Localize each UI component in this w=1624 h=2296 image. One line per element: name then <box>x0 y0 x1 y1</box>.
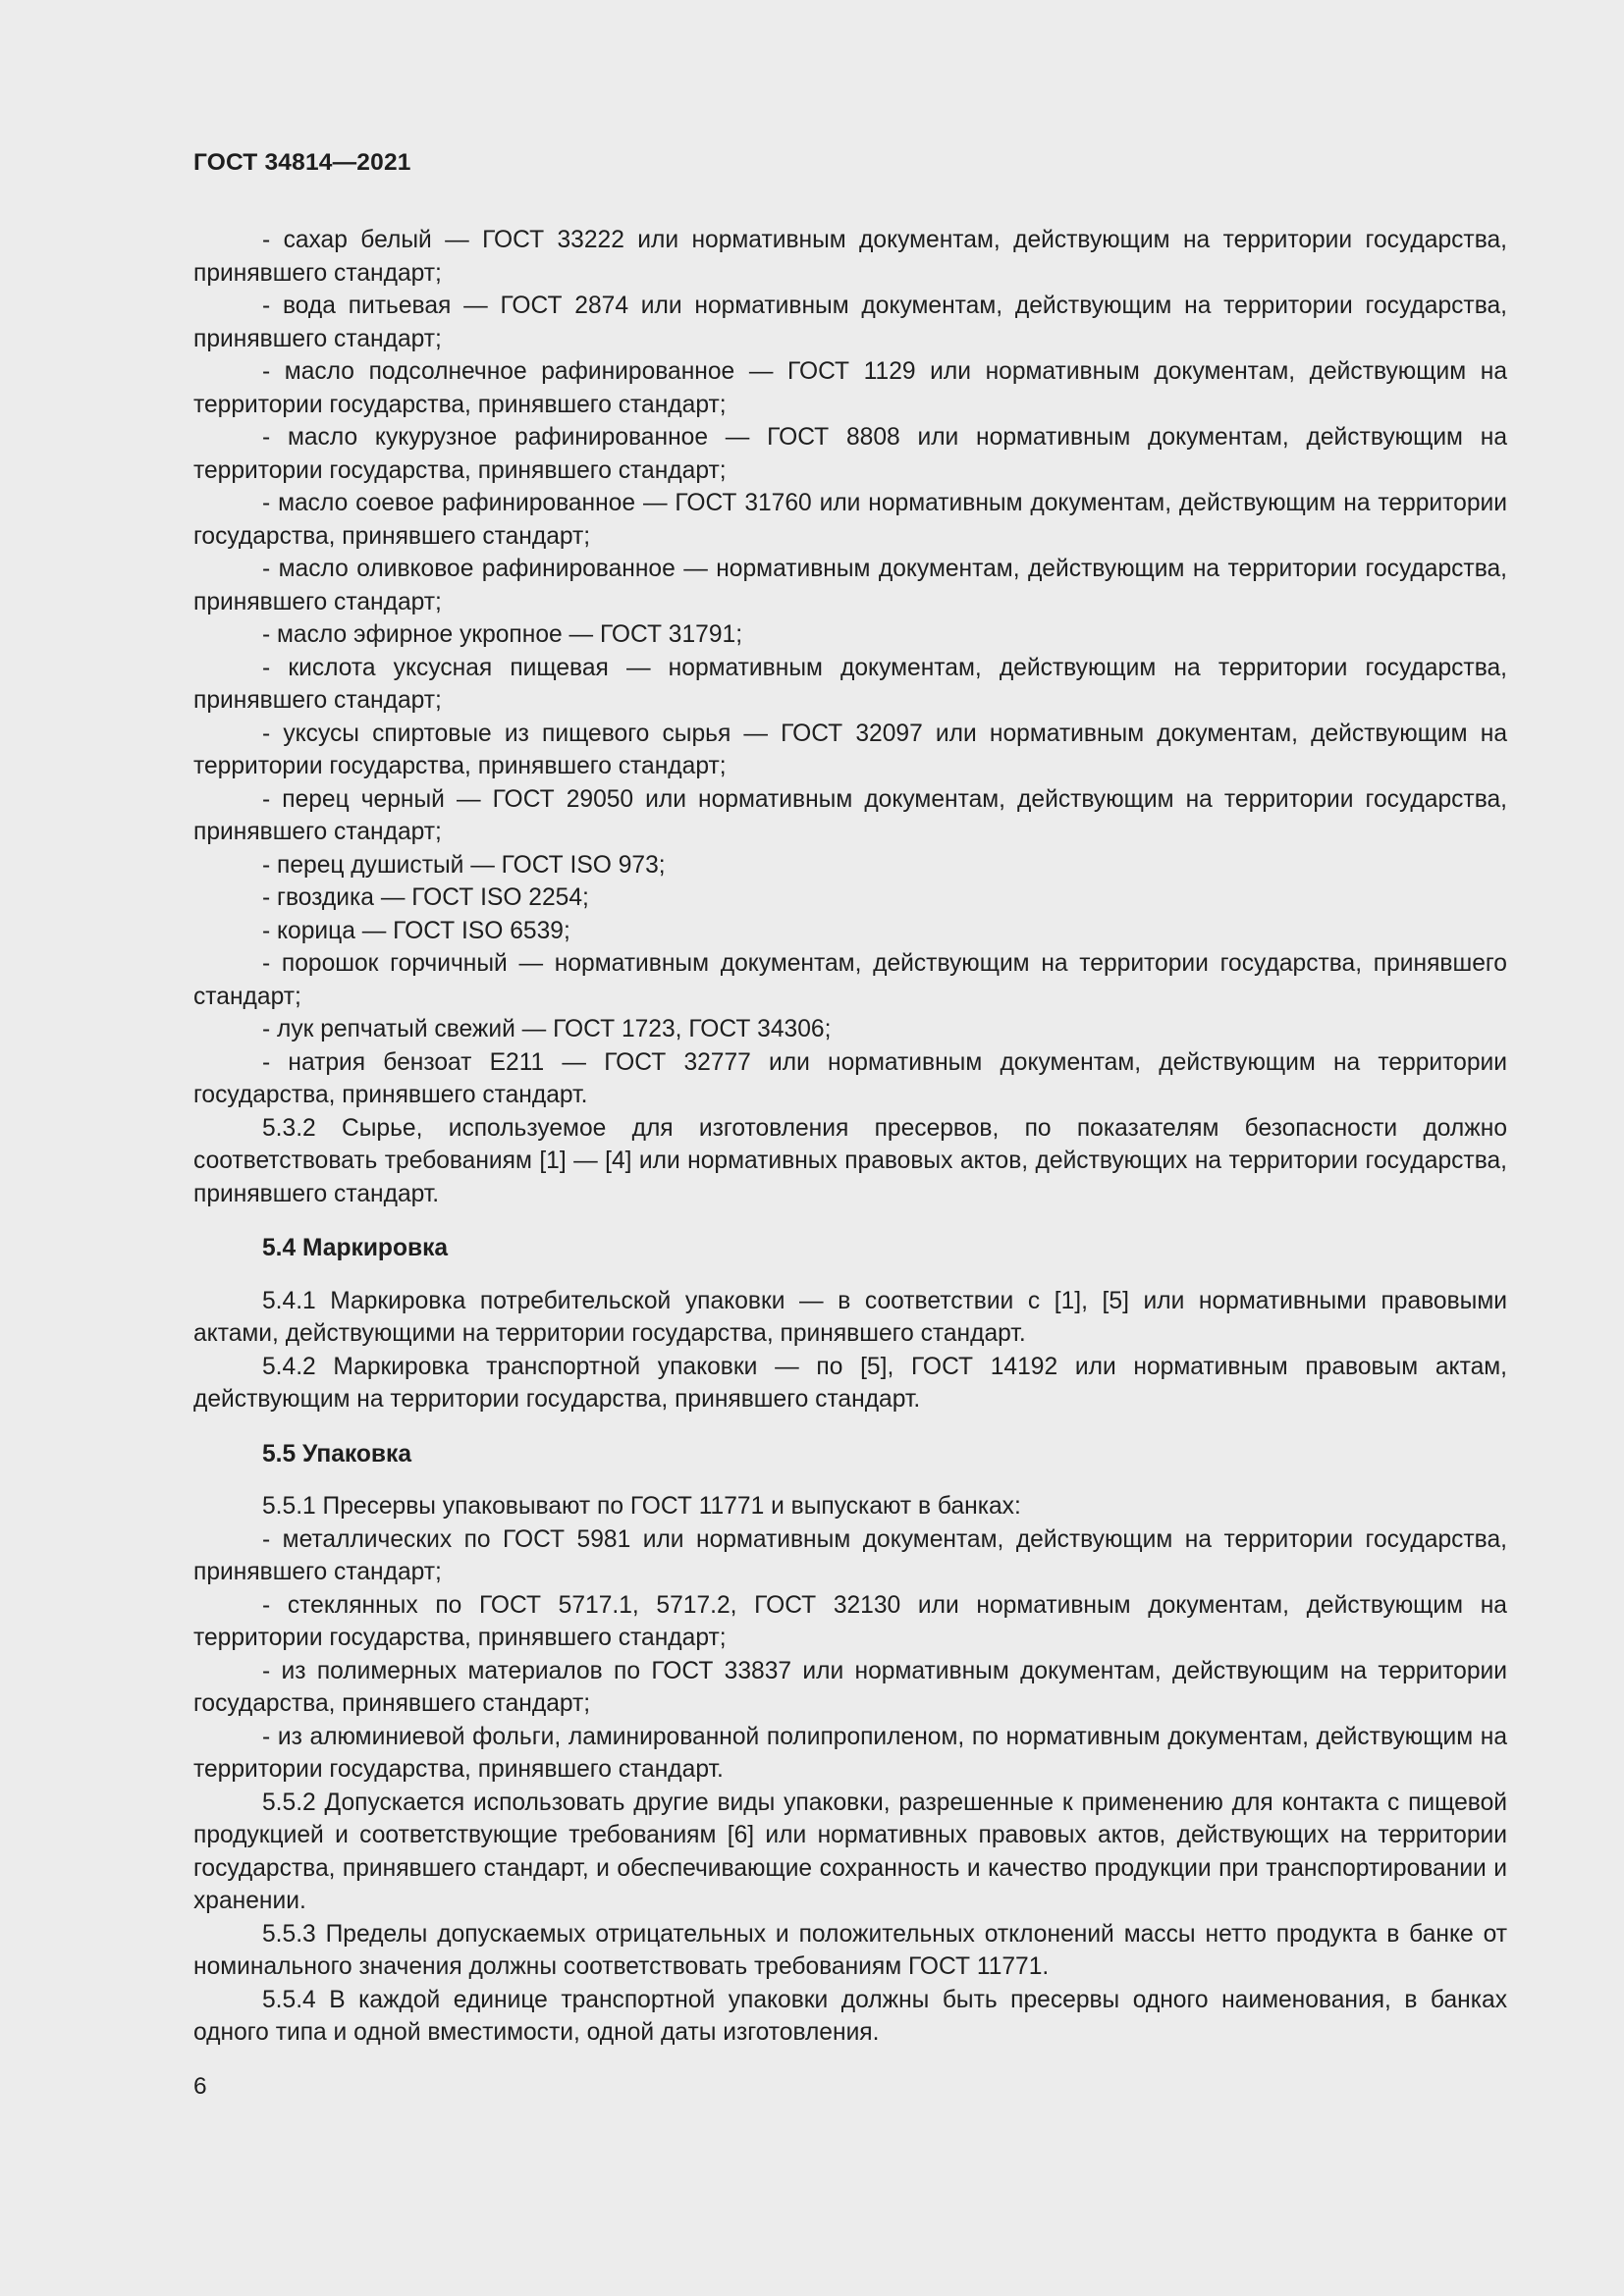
clause-5-4-1: 5.4.1 Маркировка потребительской упаковки — в соответствии с [1], [5] или нормативными правовыми актами, действующими на территории государства, принявшего стандарт. <box>193 1287 1507 1347</box>
clause-5-4-2: 5.4.2 Маркировка транспортной упаковки — по [5], ГОСТ 14192 или нормативным правовым актам, действующим на территории государства, принявшего стандарт. <box>193 1353 1507 1413</box>
section-heading-packaging: 5.5 Упаковка <box>262 1440 412 1468</box>
clause-5-5-2: 5.5.2 Допускается использовать другие виды упаковки, разрешенные к применению для контакта с пищевой продукцией и соответствующие требованиям [6] или нормативных правовых актов, действующих на территории государства, принявшего стандарт, и обеспечивающие сохранность и качество продукции при транспортировании и хранении. <box>193 1789 1507 1914</box>
list-item: - масло оливковое рафинированное — нормативным документам, действующим на территории государства, принявшего стандарт; <box>193 556 1507 615</box>
list-item: - перец душистый — ГОСТ ISO 973; <box>262 851 666 879</box>
list-item: - масло подсолнечное рафинированное — ГОСТ 1129 или нормативным документам, действующим на территории государства, принявшего стандарт; <box>193 358 1507 418</box>
list-item: - из полимерных материалов по ГОСТ 33837 или нормативным документам, действующим на территории государства, принявшего стандарт; <box>193 1657 1507 1717</box>
list-item: - натрия бензоат Е211 — ГОСТ 32777 или нормативным документам, действующим на территории государства, принявшего стандарт. <box>193 1048 1507 1108</box>
list-item: - стеклянных по ГОСТ 5717.1, 5717.2, ГОСТ 32130 или нормативным документам, действующим на территории государства, принявшего стандарт; <box>193 1591 1507 1651</box>
list-item: - масло соевое рафинированное — ГОСТ 31760 или нормативным документам, действующим на территории государства, принявшего стандарт; <box>193 490 1507 550</box>
document-code-header: ГОСТ 34814—2021 <box>193 149 411 176</box>
list-item: - вода питьевая — ГОСТ 2874 или нормативным документам, действующим на территории государства, принявшего стандарт; <box>193 293 1507 352</box>
list-item: - масло эфирное укропное — ГОСТ 31791; <box>262 621 743 648</box>
list-item: - уксусы спиртовые из пищевого сырья — ГОСТ 32097 или нормативным документам, действующим на территории государства, принявшего стандарт; <box>193 720 1507 779</box>
page-number: 6 <box>193 2073 207 2100</box>
section-heading-marking: 5.4 Маркировка <box>262 1235 449 1261</box>
document-body <box>193 224 1507 2050</box>
list-item: - металлических по ГОСТ 5981 или нормативным документам, действующим на территории государства, принявшего стандарт; <box>193 1525 1507 1585</box>
list-item: - масло кукурузное рафинированное — ГОСТ 8808 или нормативным документам, действующим на территории государства, принявшего стандарт; <box>193 424 1507 484</box>
list-item: - сахар белый — ГОСТ 33222 или нормативным документам, действующим на территории государства, принявшего стандарт; <box>193 227 1507 287</box>
clause-5-5-3: 5.5.3 Пределы допускаемых отрицательных и положительных отклонений массы нетто продукта в банке от номинального значения должны соответствовать требованиям ГОСТ 11771. <box>193 1920 1507 1980</box>
list-item: - порошок горчичный — нормативным документам, действующим на территории государства, принявшего стандарт; <box>193 950 1507 1010</box>
list-item: - гвоздика — ГОСТ ISO 2254; <box>262 884 589 911</box>
list-item: - лук репчатый свежий — ГОСТ 1723, ГОСТ 34306; <box>262 1016 832 1042</box>
list-item: - перец черный — ГОСТ 29050 или нормативным документам, действующим на территории государства, принявшего стандарт; <box>193 785 1507 845</box>
list-item: - корица — ГОСТ ISO 6539; <box>262 917 570 944</box>
list-item: - кислота уксусная пищевая — нормативным документам, действующим на территории государства, принявшего стандарт; <box>193 654 1507 714</box>
clause-5-3-2: 5.3.2 Сырье, используемое для изготовления пресервов, по показателям безопасности должно соответствовать требованиям [1] — [4] или нормативных правовых актов, действующих на территории государства, принявшего стандарт. <box>193 1114 1507 1207</box>
clause-5-5-1: 5.5.1 Пресервы упаковывают по ГОСТ 11771 и выпускают в банках: <box>262 1493 1021 1520</box>
clause-5-5-4: 5.5.4 В каждой единице транспортной упаковки должны быть пресервы одного наименования, в банках одного типа и одной вместимости, одной даты изготовления. <box>193 1986 1507 2046</box>
list-item: - из алюминиевой фольги, ламинированной полипропиленом, по нормативным документам, действующим на территории государства, принявшего стандарт. <box>193 1723 1507 1783</box>
